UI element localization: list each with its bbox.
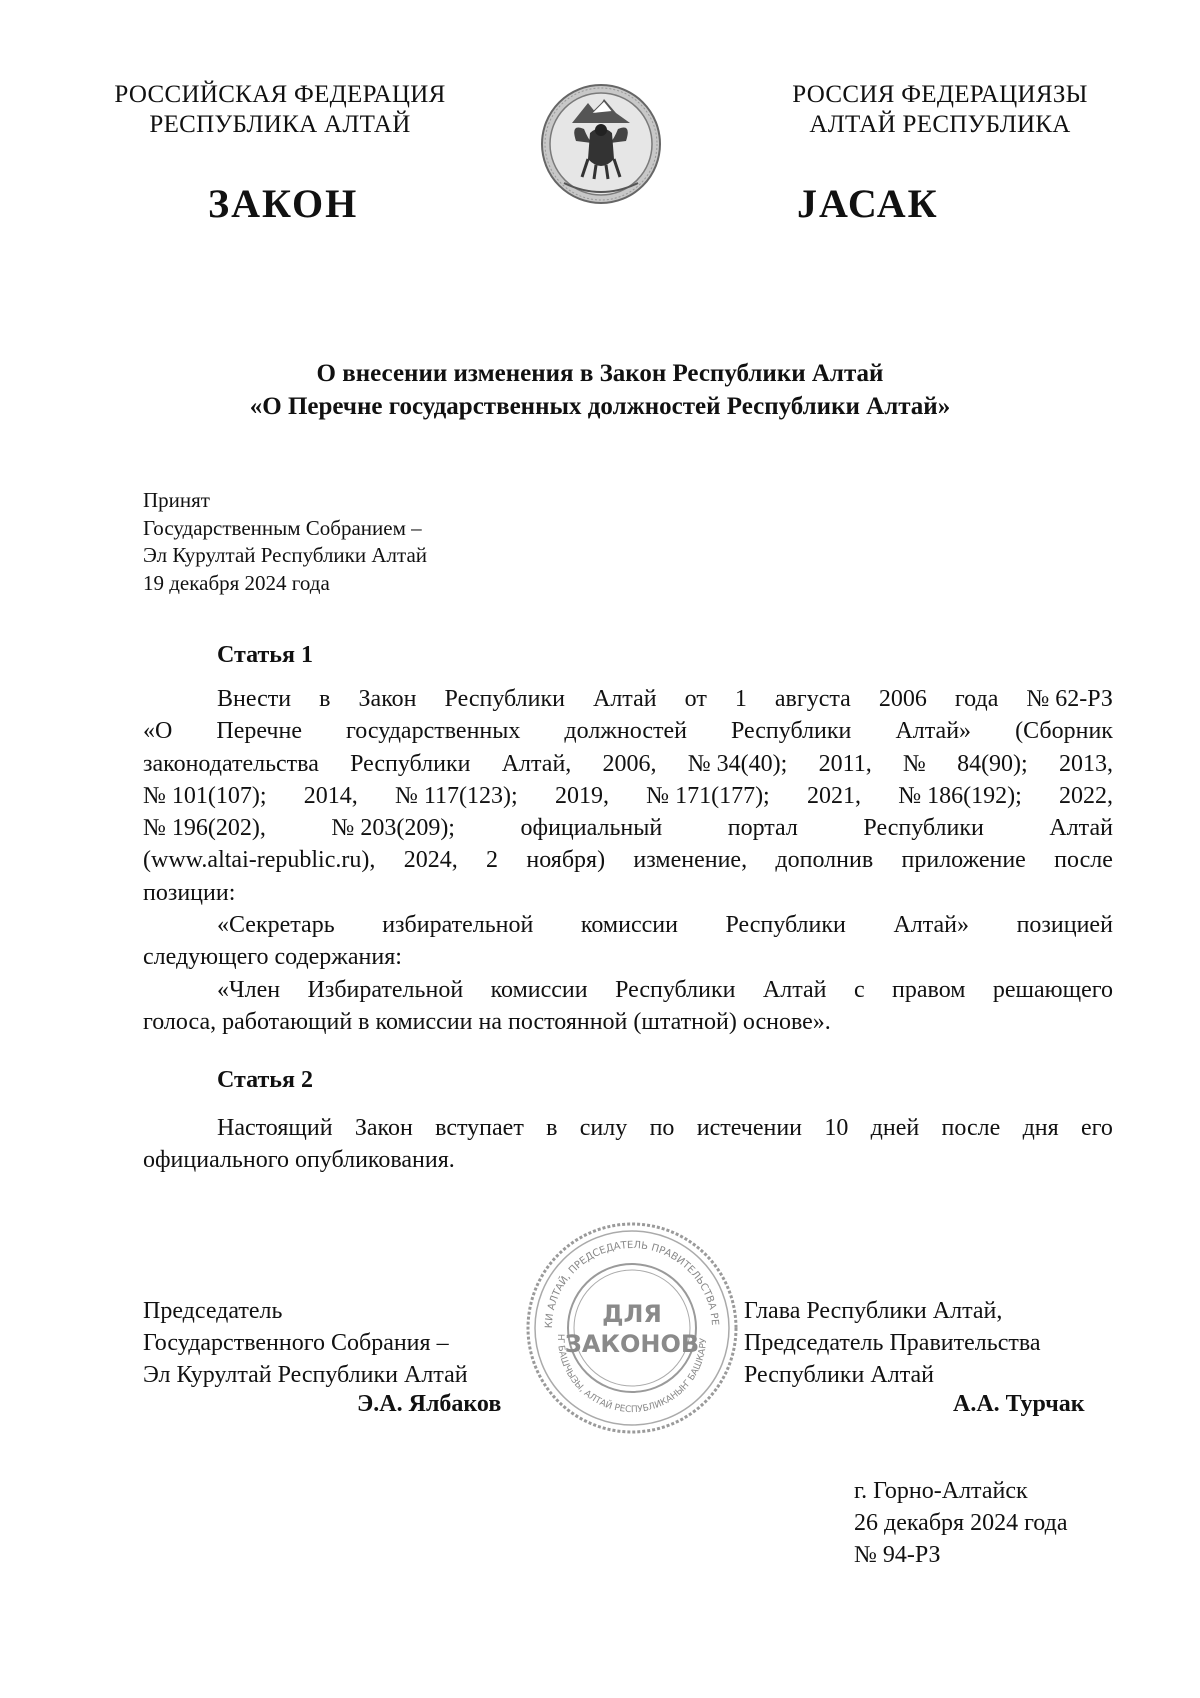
word: портал [727, 815, 798, 842]
word: Закон [354, 1115, 413, 1141]
word: 2021, [806, 782, 861, 809]
title-line-1: О внесении изменения в Закон Республики Алтай [316, 360, 884, 387]
word: государственных [346, 718, 521, 745]
header-left-republic: РЕСПУБЛИКА АЛТАЙ [149, 111, 411, 138]
signature-right-position: Председатель Правительства [744, 1330, 1041, 1356]
word: решающего [992, 976, 1113, 1003]
place-city: г. Горно-Алтайск [854, 1478, 1028, 1504]
word: комиссии [490, 976, 588, 1003]
signature-left-title: Председатель [143, 1298, 283, 1324]
word: 2014, [303, 782, 358, 809]
word: ноября) [526, 847, 606, 874]
word: 1 [734, 686, 747, 712]
signature-right-name: А.А. Турчак [953, 1391, 1085, 1417]
article-1-line [143, 715, 1113, 747]
adopted-body-name: Эл Курултай Республики Алтай [143, 543, 428, 567]
word: изменение, [633, 847, 748, 874]
word: его [1080, 1115, 1113, 1141]
word: Республики [444, 686, 565, 712]
word: 2024, [403, 847, 458, 874]
word: 2006, [602, 750, 657, 777]
word: (Сборник [1015, 718, 1113, 745]
adopted-date: 19 декабря 2024 года [143, 570, 330, 595]
word: Закон [358, 686, 417, 712]
article-1-text [143, 683, 1113, 1038]
place-date-number [854, 1475, 1067, 1571]
adoption-block [143, 487, 427, 597]
place-date: 26 декабря 2024 года [854, 1510, 1068, 1536]
law-title-alt: JАСАК [797, 181, 939, 226]
signature-right-title: Глава Республики Алтай, [744, 1298, 1003, 1324]
word: № 171(177); [646, 782, 770, 809]
signature-left-body: Государственного Собрания – [143, 1330, 449, 1356]
word: «Член [217, 976, 281, 1003]
signature-left-name: Э.А. Ялбаков [357, 1391, 502, 1417]
word: 2022, [1059, 782, 1113, 809]
word: приложение [901, 847, 1026, 874]
word: Внести [217, 686, 292, 712]
word: должностей [564, 718, 687, 745]
article-2-heading: Статья 2 [217, 1067, 313, 1093]
word: Перечне [216, 718, 302, 745]
word: № 203(209); [331, 815, 455, 842]
word: после [941, 1115, 1001, 1141]
official-stamp [524, 1220, 740, 1436]
word: 2019, [554, 782, 609, 809]
word: дня [1022, 1115, 1059, 1141]
word: № 196(202), [143, 815, 266, 842]
word: Республики [615, 976, 736, 1003]
word: (www.altai-republic.ru), [143, 847, 376, 874]
word: Алтай, [501, 750, 572, 777]
stamp-ring-bottom: Ҥ БАШЧЫЗЫ, АЛТАЙ РЕСПУБЛИКАНЫҤ БАШКАРУ [554, 1333, 710, 1416]
adopted-label: Принят [143, 488, 210, 512]
word: года [954, 686, 999, 712]
header-right [730, 80, 1150, 140]
signature-left [143, 1295, 468, 1391]
header-left [70, 80, 490, 140]
signature-right [744, 1295, 1041, 1391]
word: 2 [486, 847, 499, 874]
word: 2006 [878, 686, 927, 712]
word: правом [892, 976, 966, 1003]
stamp-center-line-2: ЗАКОНОВ [564, 1330, 700, 1358]
word: официальный [520, 815, 663, 842]
word: Республики [731, 718, 852, 745]
word: 10 [824, 1115, 849, 1141]
word: дополнив [775, 847, 874, 874]
word: «О [143, 718, 173, 745]
stamp-center-line-1: ДЛЯ [602, 1300, 662, 1328]
word: после [1054, 847, 1113, 874]
word: в [319, 686, 331, 712]
article-1-line: голоса, работающий в комиссии на постоянной (штатной) основе». [143, 1008, 831, 1035]
word: вступает [435, 1115, 524, 1141]
word: № 62-РЗ [1026, 686, 1113, 712]
word: силу [579, 1115, 628, 1141]
article-1-line [143, 748, 1113, 780]
article-1-line: следующего содержания: [143, 944, 402, 971]
article-2-text [143, 1112, 1113, 1177]
article-2-line [217, 1112, 1113, 1144]
title-line-2: «О Перечне государственных должностей Республики Алтай» [249, 393, 951, 420]
signature-left-body-name: Эл Курултай Республики Алтай [143, 1362, 468, 1388]
word: Алтай [593, 686, 657, 712]
word: Настоящий [217, 1115, 333, 1141]
word: № 34(40); [687, 750, 788, 777]
header-right-republic: АЛТАЙ РЕСПУБЛИКА [809, 111, 1071, 138]
word: Алтай [762, 976, 827, 1003]
word: от [684, 686, 707, 712]
word: дней [870, 1115, 920, 1141]
word: Республики [725, 912, 846, 939]
coat-of-arms-altai-icon [540, 83, 662, 205]
word: № 117(123); [395, 782, 518, 809]
header-left-country: РОССИЙСКАЯ ФЕДЕРАЦИЯ [114, 81, 446, 108]
word: № 186(192); [898, 782, 1022, 809]
word: № [902, 750, 926, 777]
header-right-country: РОССИЯ ФЕДЕРАЦИЯЗЫ [792, 81, 1088, 108]
word: 2011, [818, 750, 872, 777]
word: «Секретарь [217, 912, 335, 939]
word: избирательной [382, 912, 534, 939]
adopted-body: Государственным Собранием – [143, 515, 422, 540]
word: по [649, 1115, 675, 1141]
word: 2013, [1058, 750, 1113, 777]
law-subject-title [0, 357, 1200, 423]
article-1-line [217, 683, 1113, 715]
word: Республики [350, 750, 471, 777]
article-1-line [143, 812, 1113, 844]
word: истечении [696, 1115, 803, 1141]
word: Алтай» [893, 912, 970, 939]
article-1-line [217, 974, 1113, 1006]
word: в [546, 1115, 558, 1141]
stamp-ring-top: КИ АЛТАЙ, ПРЕДСЕДАТЕЛЬ ПРАВИТЕЛЬСТВА РЕ [543, 1239, 721, 1329]
law-title-ru: ЗАКОН [208, 181, 359, 226]
word: позицией [1016, 912, 1113, 939]
word: Алтай [1049, 815, 1113, 842]
word: с [853, 976, 865, 1003]
article-1-line: позиции: [143, 879, 236, 906]
signature-right-republic: Республики Алтай [744, 1362, 934, 1388]
word: № 101(107); [143, 782, 267, 809]
law-number: № 94-РЗ [854, 1542, 941, 1568]
article-2-line: официального опубликования. [143, 1147, 455, 1174]
word: Избирательной [307, 976, 464, 1003]
article-1-line [217, 909, 1113, 941]
word: законодательства [143, 750, 319, 777]
word: августа [774, 686, 851, 712]
article-1-line [143, 844, 1113, 876]
word: Республики [863, 815, 984, 842]
article-1-line [143, 780, 1113, 812]
word: Алтай» [895, 718, 972, 745]
article-1-heading: Статья 1 [217, 642, 313, 668]
word: 84(90); [957, 750, 1028, 777]
word: комиссии [580, 912, 678, 939]
